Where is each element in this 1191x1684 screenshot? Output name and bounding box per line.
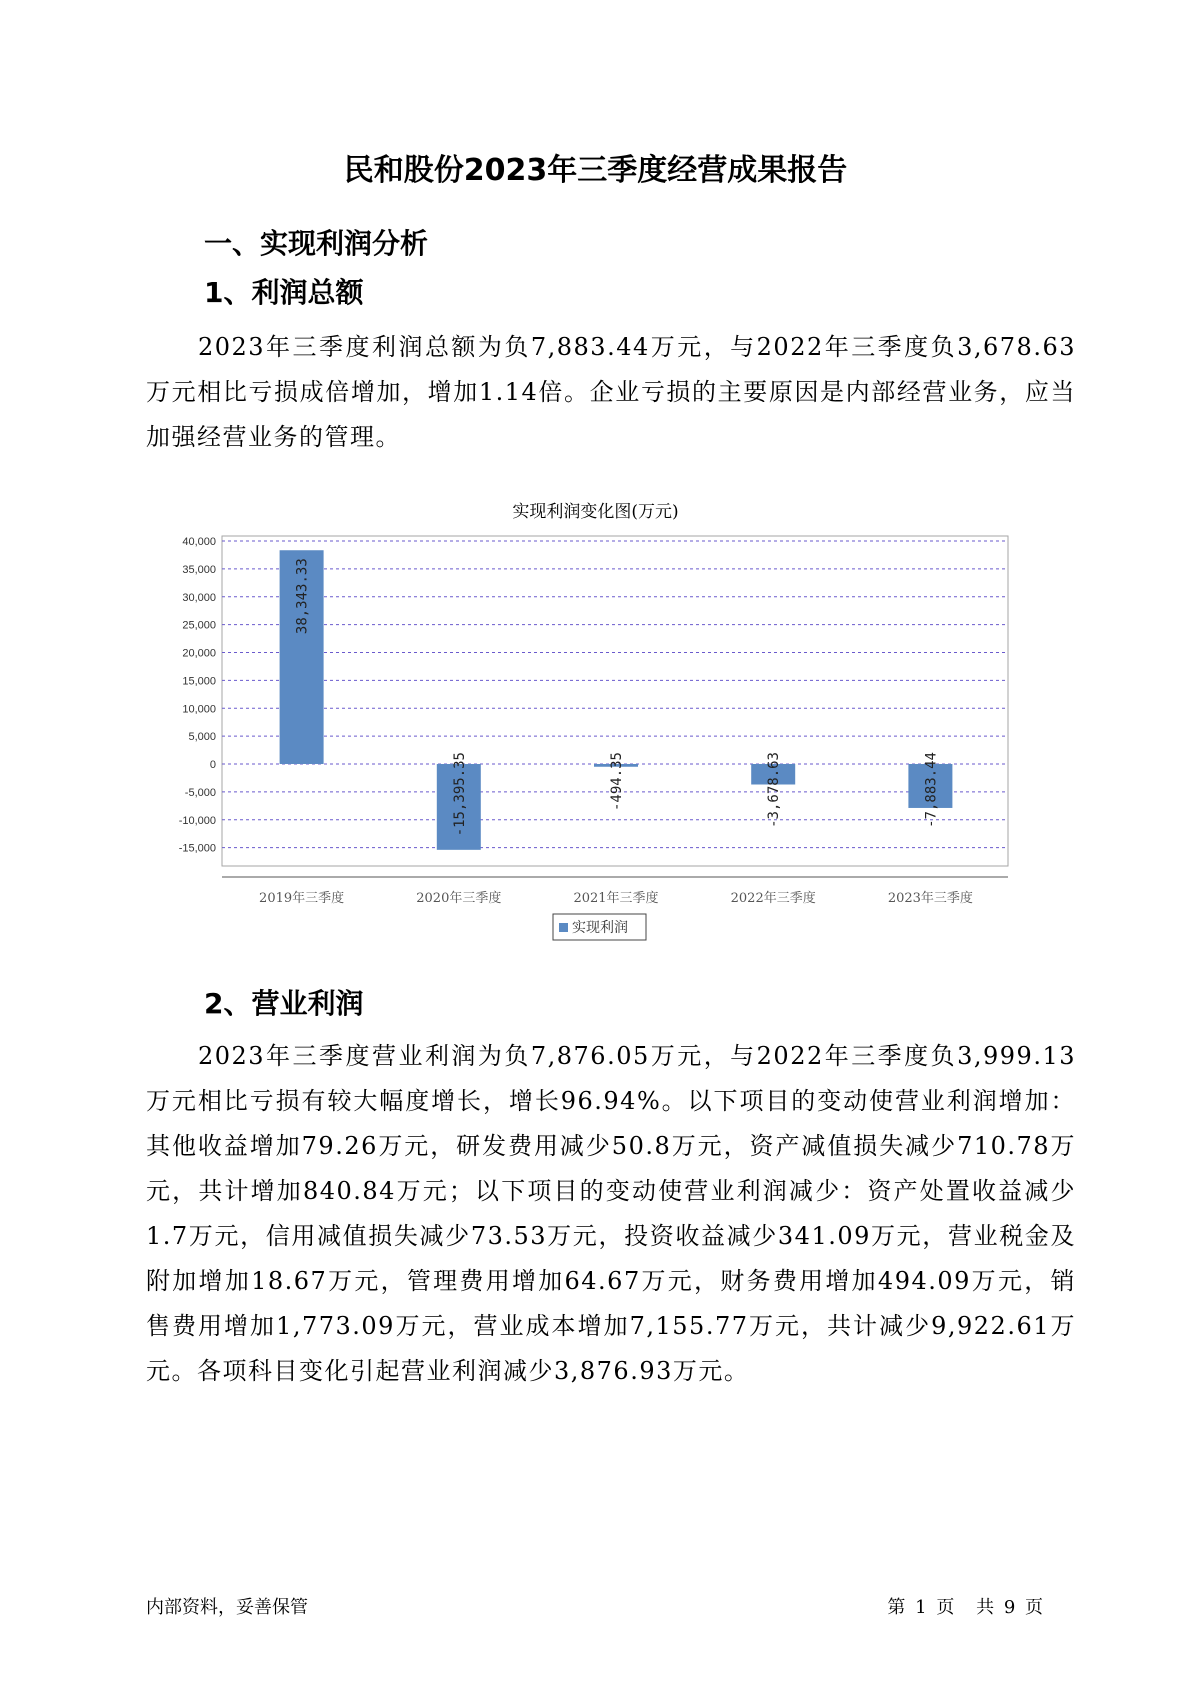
y-tick-label: 15,000 xyxy=(182,675,216,688)
y-tick-label: 25,000 xyxy=(182,619,216,632)
x-tick-label: 2021年三季度 xyxy=(573,891,659,906)
x-tick-label: 2019年三季度 xyxy=(259,891,345,906)
total-unit: 页 xyxy=(1025,1597,1043,1618)
y-tick-label: -10,000 xyxy=(178,814,216,827)
footer-page-info xyxy=(885,1593,1045,1619)
x-tick-label: 2020年三季度 xyxy=(416,891,502,906)
data-label: -3,678.63 xyxy=(766,752,783,828)
page-number: 1 xyxy=(915,1597,927,1618)
y-tick-label: 35,000 xyxy=(182,563,216,576)
footer-confidential-note: 内部资料，妥善保管 xyxy=(146,1597,308,1618)
y-tick-label: 10,000 xyxy=(182,703,216,716)
y-tick-label: 0 xyxy=(209,759,216,771)
x-tick-label: 2022年三季度 xyxy=(730,891,816,906)
subsection-heading-total-profit: 1、利润总额 xyxy=(204,276,364,309)
document-title: 民和股份2023年三季度经营成果报告 xyxy=(343,153,848,188)
operating-profit-paragraph: 2023年三季度营业利润为负7,876.05万元，与2022年三季度负3,999.13万元相比亏损有较大幅度增长，增长96.94%。以下项目的变动使营业利润增加：其他收益增加79.26万元，研发费用减少50.8万元，资产减值损失减少710.78万元，共计增加840.84万元；以下项目的变动使营业利润减少：资产处置收益减少1.7万元，信用减值损失减少73.53万元，投资收益减少341.09万元，营业税金及附加增加18.67万元，管理费用增加64.67万元，财务费用增加494.09万元，销售费用增加1,773.09万元，营业成本增加7,155.77万元，共计减少9,922.61万元。各项科目变化引起营业利润减少3,876.93万元。 xyxy=(146,1042,1076,1385)
y-tick-label: 40,000 xyxy=(182,536,216,548)
total-prefix: 共 xyxy=(976,1597,995,1618)
legend-label: 实现利润 xyxy=(572,920,628,936)
page-unit: 页 xyxy=(936,1597,955,1618)
total-profit-paragraph: 2023年三季度利润总额为负7,883.44万元，与2022年三季度负3,678.63万元相比亏损成倍增加，增加1.14倍。企业亏损的主要原因是内部经营业务，应当加强经营业务的管理。 xyxy=(146,333,1076,451)
data-label: 38,343.33 xyxy=(294,558,311,635)
x-tick-label: 2023年三季度 xyxy=(887,891,973,906)
y-tick-label: 30,000 xyxy=(182,591,216,604)
section-heading-profit-analysis: 一、实现利润分析 xyxy=(204,227,429,260)
data-label: -494.35 xyxy=(609,752,625,812)
page-prefix: 第 xyxy=(887,1597,906,1618)
legend-swatch xyxy=(559,923,568,932)
y-tick-label: 5,000 xyxy=(188,731,216,744)
y-tick-label: 20,000 xyxy=(182,647,216,660)
y-tick-label: -5,000 xyxy=(184,786,216,799)
total-pages: 9 xyxy=(1003,1597,1016,1618)
plot-frame xyxy=(222,536,1008,866)
y-tick-label: -15,000 xyxy=(178,842,216,855)
subsection-heading-operating-profit: 2、营业利润 xyxy=(204,987,364,1020)
data-label: -15,395.35 xyxy=(451,752,468,837)
chart-title: 实现利润变化图(万元) xyxy=(512,502,679,522)
data-label: -7,883.44 xyxy=(923,752,940,828)
